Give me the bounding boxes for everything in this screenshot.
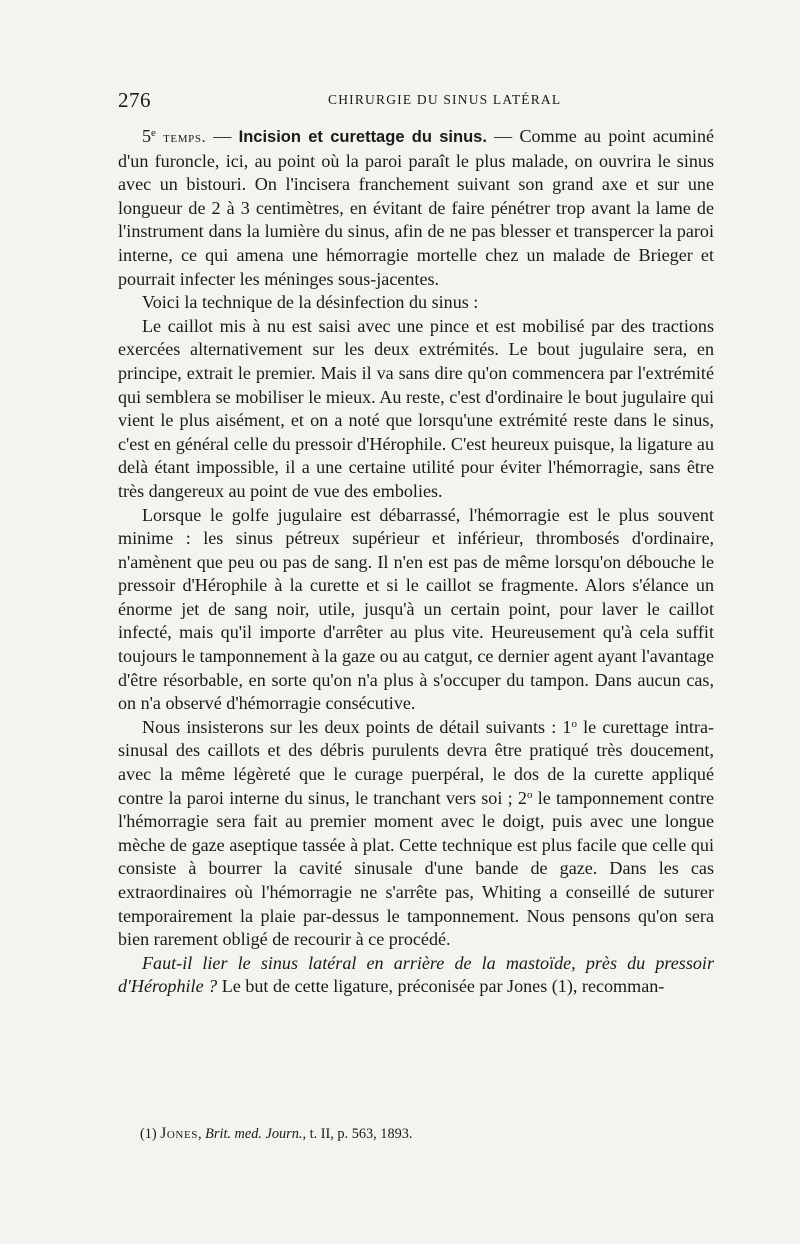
italic-question: Faut-il lier le sinus latéral en arrière de la mastoïde, près du pressoir d'Hérophile ? <box>118 952 714 997</box>
running-title: CHIRURGIE DU SINUS LATÉRAL <box>328 92 562 107</box>
footnote-journal: Brit. med. Journ. <box>205 1126 303 1142</box>
paragraph: Le caillot mis à nu est saisi avec une pince et est mobilisé par des tractions exercées alternativement sur les deux extrémités. Le bout jugulaire sera, en principe, extrait le premier. Mais il va sans dire qu'on commencera par l'extrémité qui semblera se mobiliser le mieux. Au reste, c'est d'ordinaire le bout jugulaire qui vient le plus aisément, et on a noté que lorsqu'une extrémité reste dans le sinus, c'est en général celle du pressoir d'Hérophile. C'est heureux puisque, la ligature au delà étant impossible, il a une certaine utilité pour éviter l'hémorragie, sans être très dangereux au point de vue des embolies. <box>118 315 714 501</box>
paragraph-step-5 <box>118 125 714 291</box>
paragraph-text: le tamponnement contre l'hémorragie sera fait au premier moment avec le doigt, puis avec une longue mèche de gaze aseptique tassée à plat. Cette technique est plus facile que celle qui consiste à bourrer la cavité sinusale d'une bande de gaze. Dans les cas extraordinaires où l'hémorragie ne s'arrête pas, Whiting a conseillé de suturer temporairement la plaie par-dessus le tamponnement. Nous pensons qu'on sera bien rarement obligé de recourir à ce procédé. <box>118 787 714 950</box>
body-text <box>118 125 714 999</box>
dash: — <box>486 126 520 146</box>
paragraph: Voici la technique de la désinfection du sinus : <box>142 292 479 313</box>
ordinal-superscript: o <box>526 788 533 801</box>
page-header <box>118 88 714 112</box>
footnote-separator: , <box>198 1126 206 1142</box>
step-number: 5 <box>142 126 152 146</box>
footnote-reference: , t. II, p. 563, 1893. <box>302 1126 413 1142</box>
paragraph: Lorsque le golfe jugulaire est débarrassé, l'hémorragie est le plus souvent minime : les sinus pétreux supérieur et inférieur, thrombosés d'ordinaire, n'amènent que peu ou pas de sang. Il n'en est pas de même lorsqu'on débouche le pressoir d'Hérophile à la curette et si le caillot se fragmente. Alors s'élance un énorme jet de sang noir, utile, jusqu'à un certain point, pour laver le caillot infecté, mais qu'il importe d'arrêter au plus vite. Heureusement qu'à cela suffit toujours le tamponnement à la gaze ou au catgut, ce dernier agent ayant l'avantage d'être résorbable, en sorte qu'on n'a plus à s'occuper du tampon. Dans aucun cas, on n'a observé d'hémorragie consécutive. <box>118 504 714 714</box>
section-heading: Incision et curettage du sinus. <box>238 128 487 146</box>
paragraph <box>118 952 714 999</box>
paragraph-text: Le but de cette ligature, préconisée par Jones (1), recomman- <box>217 976 665 997</box>
dash: — <box>206 126 239 146</box>
ordinal-superscript: o <box>571 717 577 730</box>
paragraph-text: Nous insisterons sur les deux points de détail suivants : 1 <box>142 716 572 737</box>
paragraph-text: le curettage intra-sinusal des caillots et des débris purulents devra être pratiqué très doucement, avec la même légèreté que le curage puerpéral, le dos de la curette appliqué contre la paroi interne du sinus, le tranchant vers soi ; 2 <box>118 716 715 808</box>
step-word: temps. <box>155 129 207 146</box>
paragraph-text: Comme au point acuminé d'un furoncle, ici, au point où la paroi paraît le plus malade, on ouvrira le sinus avec un bistouri. On l'incisera franchement suivant son grand axe et sur une longueur de 2 à 3 centimètres, en évitant de faire pénétrer trop avant la lame de l'instrument dans la lumière du sinus, afin de ne pas blesser et transpercer la paroi interne, ce qui amena une hémorragie mortelle chez un malade de Brieger et pourrait infecter les méninges sous-jacentes. <box>118 126 715 289</box>
footnote-author: Jones <box>160 1125 199 1142</box>
page-number: 276 <box>118 88 151 112</box>
step-superscript: e <box>151 127 156 139</box>
footnote-marker: (1) <box>140 1126 161 1142</box>
paragraph <box>118 716 714 952</box>
footnote <box>140 1125 720 1143</box>
